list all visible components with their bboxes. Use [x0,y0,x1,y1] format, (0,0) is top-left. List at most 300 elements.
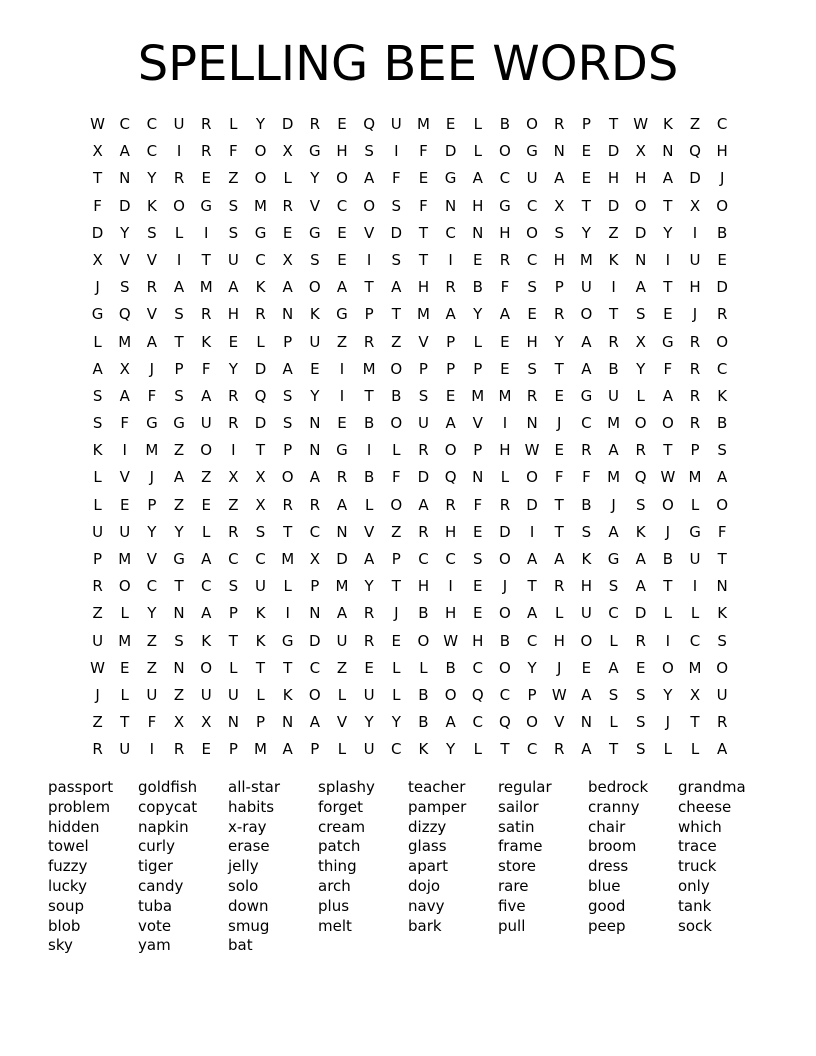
grid-letter: D [634,223,647,242]
grid-letter: G [526,142,538,161]
grid-letter: R [200,115,212,133]
grid-letter: A [717,468,728,487]
grid-letter: O [526,468,538,487]
grid-letter: M [471,386,485,405]
grid-letter: H [526,332,538,351]
grid-letter: N [119,169,131,188]
grid-letter: H [499,441,511,460]
grid-letter: Y [663,223,673,242]
grid-letter: M [335,577,349,596]
word-item: passport [48,778,114,796]
grid-letter: K [201,631,212,650]
grid-letter: O [661,495,674,514]
grid-letter: F [419,142,428,161]
grid-letter: B [581,495,592,514]
grid-letter: P [527,685,537,704]
grid-letter: R [689,386,701,405]
word-item: smug [228,916,270,935]
grid-letter: J [611,495,616,514]
grid-letter: X [255,495,266,514]
word-item: chair [588,817,626,836]
grid-letter: T [717,550,727,568]
grid-letter: A [173,468,185,487]
word-item: solo [228,876,259,895]
grid-letter: D [281,115,294,133]
grid-letter: T [391,305,401,324]
grid-letter: T [608,305,619,324]
grid-letter: E [581,658,592,677]
grid-letter: C [445,550,456,568]
grid-letter: R [716,713,728,732]
grid-letter: A [717,740,728,759]
grid-letter: S [391,250,402,269]
grid-letter: D [634,604,647,623]
grid-letter: E [473,577,483,596]
word-item: blue [588,876,621,895]
grid-letter: P [310,577,320,596]
grid-letter: E [119,658,130,677]
grid-letter: V [309,196,320,215]
grid-letter: N [282,713,294,732]
grid-letter: G [580,386,593,405]
grid-letter: A [282,278,293,297]
grid-letter: X [92,250,103,269]
grid-letter: M [199,278,213,297]
grid-letter: F [391,169,401,188]
grid-letter: Z [201,468,212,487]
grid-letter: Y [174,522,184,541]
grid-letter: S [92,386,103,405]
grid-letter: Y [527,658,537,677]
grid-letter: R [200,305,212,324]
grid-letter: X [635,332,646,351]
grid-letter: Z [146,631,158,650]
grid-letter: C [336,196,348,215]
grid-letter: R [255,305,266,324]
word-item: dress [588,857,629,876]
grid-row [84,548,736,575]
grid-letter: A [364,169,375,188]
grid-letter: L [473,332,482,351]
grid-letter: M [145,441,159,460]
grid-letter: E [473,522,483,541]
word-item: tuba [138,896,173,915]
grid-letter: E [201,495,211,514]
word-item: yam [138,936,171,955]
grid-letter: L [473,115,482,133]
grid-letter: U [227,685,239,704]
grid-letter: K [717,386,728,405]
grid-row [84,684,736,711]
grid-letter: P [255,713,266,732]
grid-letter: C [499,685,511,704]
grid-letter: I [366,250,372,269]
grid-letter: G [607,550,620,568]
grid-letter: F [147,386,157,405]
grid-letter: C [255,250,266,269]
grid-letter: X [173,713,185,732]
word-item: broom [588,837,637,856]
grid-letter: K [92,441,103,460]
grid-letter: V [336,713,348,732]
grid-letter: I [448,577,453,596]
grid-letter: F [554,468,564,487]
grid-letter: E [337,115,347,133]
word-item: napkin [138,817,189,836]
grid-letter: P [690,441,700,460]
grid-letter: K [282,685,293,704]
grid-letter: O [499,604,511,623]
grid-letter: R [282,495,293,514]
grid-letter: Z [92,713,103,732]
grid-letter: B [662,550,673,568]
grid-letter: X [255,468,266,487]
grid-letter: E [554,386,564,405]
grid-letter: T [663,196,673,215]
grid-letter: E [527,305,537,324]
grid-letter: L [690,740,700,759]
grid-letter: A [173,278,185,297]
word-item: melt [318,916,352,935]
word-item: cranny [588,797,640,816]
word-item: satin [498,817,535,836]
grid-letter: U [146,685,158,704]
word-item: patch [318,837,361,856]
grid-letter: I [231,441,236,460]
grid-letter: P [228,740,238,759]
grid-letter: I [665,250,671,269]
grid-letter: Y [473,305,483,324]
grid-letter: G [173,550,185,568]
grid-letter: Q [363,115,376,133]
grid-letter: O [661,414,674,433]
word-item: five [498,896,526,915]
grid-letter: R [92,577,103,596]
grid-letter: A [445,713,456,732]
word-column [138,778,228,956]
grid-letter: N [472,468,484,487]
word-item: good [588,896,626,915]
grid-letter: Z [608,223,619,242]
word-item: erase [228,837,270,856]
grid-letter: P [310,740,320,759]
word-item: fuzzy [48,857,88,876]
grid-letter: G [146,414,158,433]
grid-letter: K [418,740,429,759]
grid-letter: P [283,441,293,460]
grid-letter: E [581,142,592,161]
word-item: problem [48,797,111,816]
grid-letter: Q [444,468,457,487]
grid-letter: L [690,495,700,514]
grid-letter: S [473,550,483,568]
grid-letter: O [173,196,185,215]
grid-letter: R [689,414,701,433]
grid-letter: Z [228,495,239,514]
grid-letter: C [391,740,402,759]
grid-letter: C [689,631,701,650]
grid-letter: A [608,658,619,677]
grid-row [84,575,736,602]
grid-letter: N [662,142,674,161]
grid-letter: C [255,550,266,568]
grid-letter: B [418,713,429,732]
grid-letter: L [93,468,102,487]
grid-letter: Y [446,740,456,759]
grid-letter: O [308,685,321,704]
grid-letter: R [689,359,701,378]
grid-letter: T [174,332,184,351]
grid-letter: C [418,550,429,568]
grid-letter: U [255,577,266,596]
grid-letter: I [339,359,345,378]
grid-letter: S [391,196,402,215]
grid-letter: D [607,196,620,215]
grid-letter: X [282,142,293,161]
grid-letter: V [119,250,130,269]
grid-letter: E [663,305,673,324]
grid-letter: Z [173,685,185,704]
grid-letter: E [554,441,564,460]
grid-letter: V [146,305,158,324]
grid-letter: E [201,169,211,188]
grid-letter: W [633,115,649,133]
grid-letter: C [499,169,511,188]
grid-letter: W [443,631,459,650]
grid-letter: D [254,359,267,378]
grid-letter: C [526,196,538,215]
grid-letter: H [716,142,728,161]
grid-letter: U [689,550,701,568]
grid-letter: O [526,223,538,242]
grid-letter: H [580,577,593,596]
grid-letter: D [526,495,538,514]
grid-letter: G [281,631,294,650]
word-item: blob [48,916,81,935]
grid-letter: R [526,386,538,405]
grid-letter: L [283,169,292,188]
grid-letter: A [526,550,538,568]
grid-letter: I [611,278,616,297]
grid-letter: L [120,685,129,704]
grid-row [84,630,736,657]
grid-letter: K [581,550,592,568]
grid-letter: T [663,577,673,596]
grid-letter: T [201,250,211,269]
grid-letter: L [337,685,347,704]
grid-letter: K [255,604,266,623]
grid-letter: D [390,223,403,242]
grid-letter: E [418,169,429,188]
grid-row [84,276,736,303]
grid-letter: T [554,359,564,378]
word-item: tiger [138,857,173,876]
grid-letter: U [417,414,429,433]
grid-letter: N [472,223,484,242]
word-item: sky [48,936,73,955]
grid-letter: B [499,631,511,650]
word-column [498,778,588,936]
grid-letter: N [336,522,348,541]
grid-letter: O [526,115,538,133]
grid-letter: E [228,332,239,351]
grid-letter: I [366,441,372,460]
grid-letter: T [608,740,619,759]
grid-letter: R [554,577,565,596]
grid-letter: W [90,658,105,677]
grid-letter: G [662,332,674,351]
word-item: sock [678,916,712,935]
grid-letter: A [146,332,158,351]
grid-letter: R [554,305,565,324]
grid-letter: A [635,278,646,297]
grid-letter: O [716,658,729,677]
grid-letter: Q [471,685,484,704]
grid-letter: C [526,250,538,269]
word-item: pull [498,916,526,935]
grid-letter: T [283,522,293,541]
grid-letter: O [526,713,538,732]
grid-letter: G [91,305,104,324]
grid-letter: S [418,386,429,405]
grid-letter: A [282,740,293,759]
grid-letter: D [499,522,511,541]
grid-letter: X [554,196,565,215]
word-item: down [228,896,269,915]
grid-letter: A [662,386,673,405]
grid-letter: R [499,250,511,269]
grid-letter: O [634,196,647,215]
grid-letter: S [608,685,619,704]
grid-letter: M [579,250,593,269]
grid-letter: V [472,414,483,433]
grid-letter: E [337,414,347,433]
grid-letter: H [227,305,239,324]
grid-letter: J [394,604,399,623]
grid-letter: A [581,740,592,759]
grid-letter: D [118,196,131,215]
grid-letter: S [147,223,157,242]
grid-letter: U [689,250,701,269]
grid-letter: B [499,115,511,133]
grid-letter: P [581,115,591,133]
grid-letter: L [392,441,401,460]
grid-letter: Y [364,577,374,596]
grid-letter: S [527,278,537,297]
grid-letter: A [554,550,565,568]
word-item: curly [138,837,175,856]
grid-letter: T [228,631,238,650]
grid-letter: O [254,169,267,188]
grid-letter: N [580,713,592,732]
word-item: habits [228,797,275,816]
grid-letter: O [417,631,430,650]
grid-letter: A [526,604,538,623]
grid-letter: L [636,386,645,405]
word-item: tank [678,896,712,915]
grid-letter: M [498,386,512,405]
grid-letter: C [228,550,239,568]
grid-letter: J [502,577,508,596]
grid-letter: O [634,414,647,433]
grid-letter: X [635,142,646,161]
grid-letter: R [716,305,728,324]
grid-letter: R [608,332,619,351]
grid-letter: S [581,522,592,541]
grid-letter: T [527,577,537,596]
letter-grid [84,113,736,766]
grid-letter: E [282,223,293,242]
grid-letter: Z [391,332,402,351]
grid-letter: R [173,169,185,188]
grid-letter: E [310,359,320,378]
grid-letter: Y [310,386,320,405]
grid-row [84,222,736,249]
grid-letter: U [580,278,592,297]
grid-letter: F [229,142,238,161]
grid-letter: X [228,468,239,487]
grid-letter: C [200,577,212,596]
grid-letter: T [663,441,673,460]
grid-letter: T [554,495,564,514]
word-item: copycat [138,797,198,816]
grid-letter: L [120,604,129,623]
grid-letter: F [473,495,483,514]
grid-letter: L [337,740,347,759]
word-column [228,778,318,956]
grid-letter: D [254,414,267,433]
grid-letter: S [635,740,646,759]
grid-letter: T [364,278,374,297]
grid-letter: I [394,142,399,161]
grid-letter: Y [663,685,673,704]
grid-letter: S [228,196,239,215]
grid-letter: U [716,685,728,704]
grid-letter: E [337,250,347,269]
grid-letter: A [499,305,511,324]
grid-letter: T [255,658,266,677]
grid-letter: S [255,522,266,541]
grid-letter: T [690,713,700,732]
grid-letter: U [580,604,592,623]
grid-letter: S [310,250,320,269]
grid-letter: I [176,250,182,269]
grid-letter: R [200,142,212,161]
grid-letter: W [524,441,540,460]
grid-letter: C [608,604,619,623]
grid-letter: R [309,115,321,133]
word-column [588,778,678,936]
grid-letter: T [174,577,184,596]
grid-letter: R [445,278,456,297]
word-item: plus [318,896,350,915]
grid-letter: R [228,386,239,405]
grid-letter: H [417,278,430,297]
grid-letter: S [717,631,727,650]
grid-letter: T [283,658,293,677]
grid-letter: A [336,604,348,623]
grid-letter: O [200,441,213,460]
grid-letter: O [390,495,403,514]
grid-row [84,494,736,521]
grid-letter: T [364,386,374,405]
grid-letter: Z [92,604,103,623]
grid-letter: U [173,115,185,133]
grid-letter: Y [636,359,646,378]
grid-letter: U [227,250,239,269]
grid-letter: V [146,550,158,568]
grid-letter: K [201,332,212,351]
